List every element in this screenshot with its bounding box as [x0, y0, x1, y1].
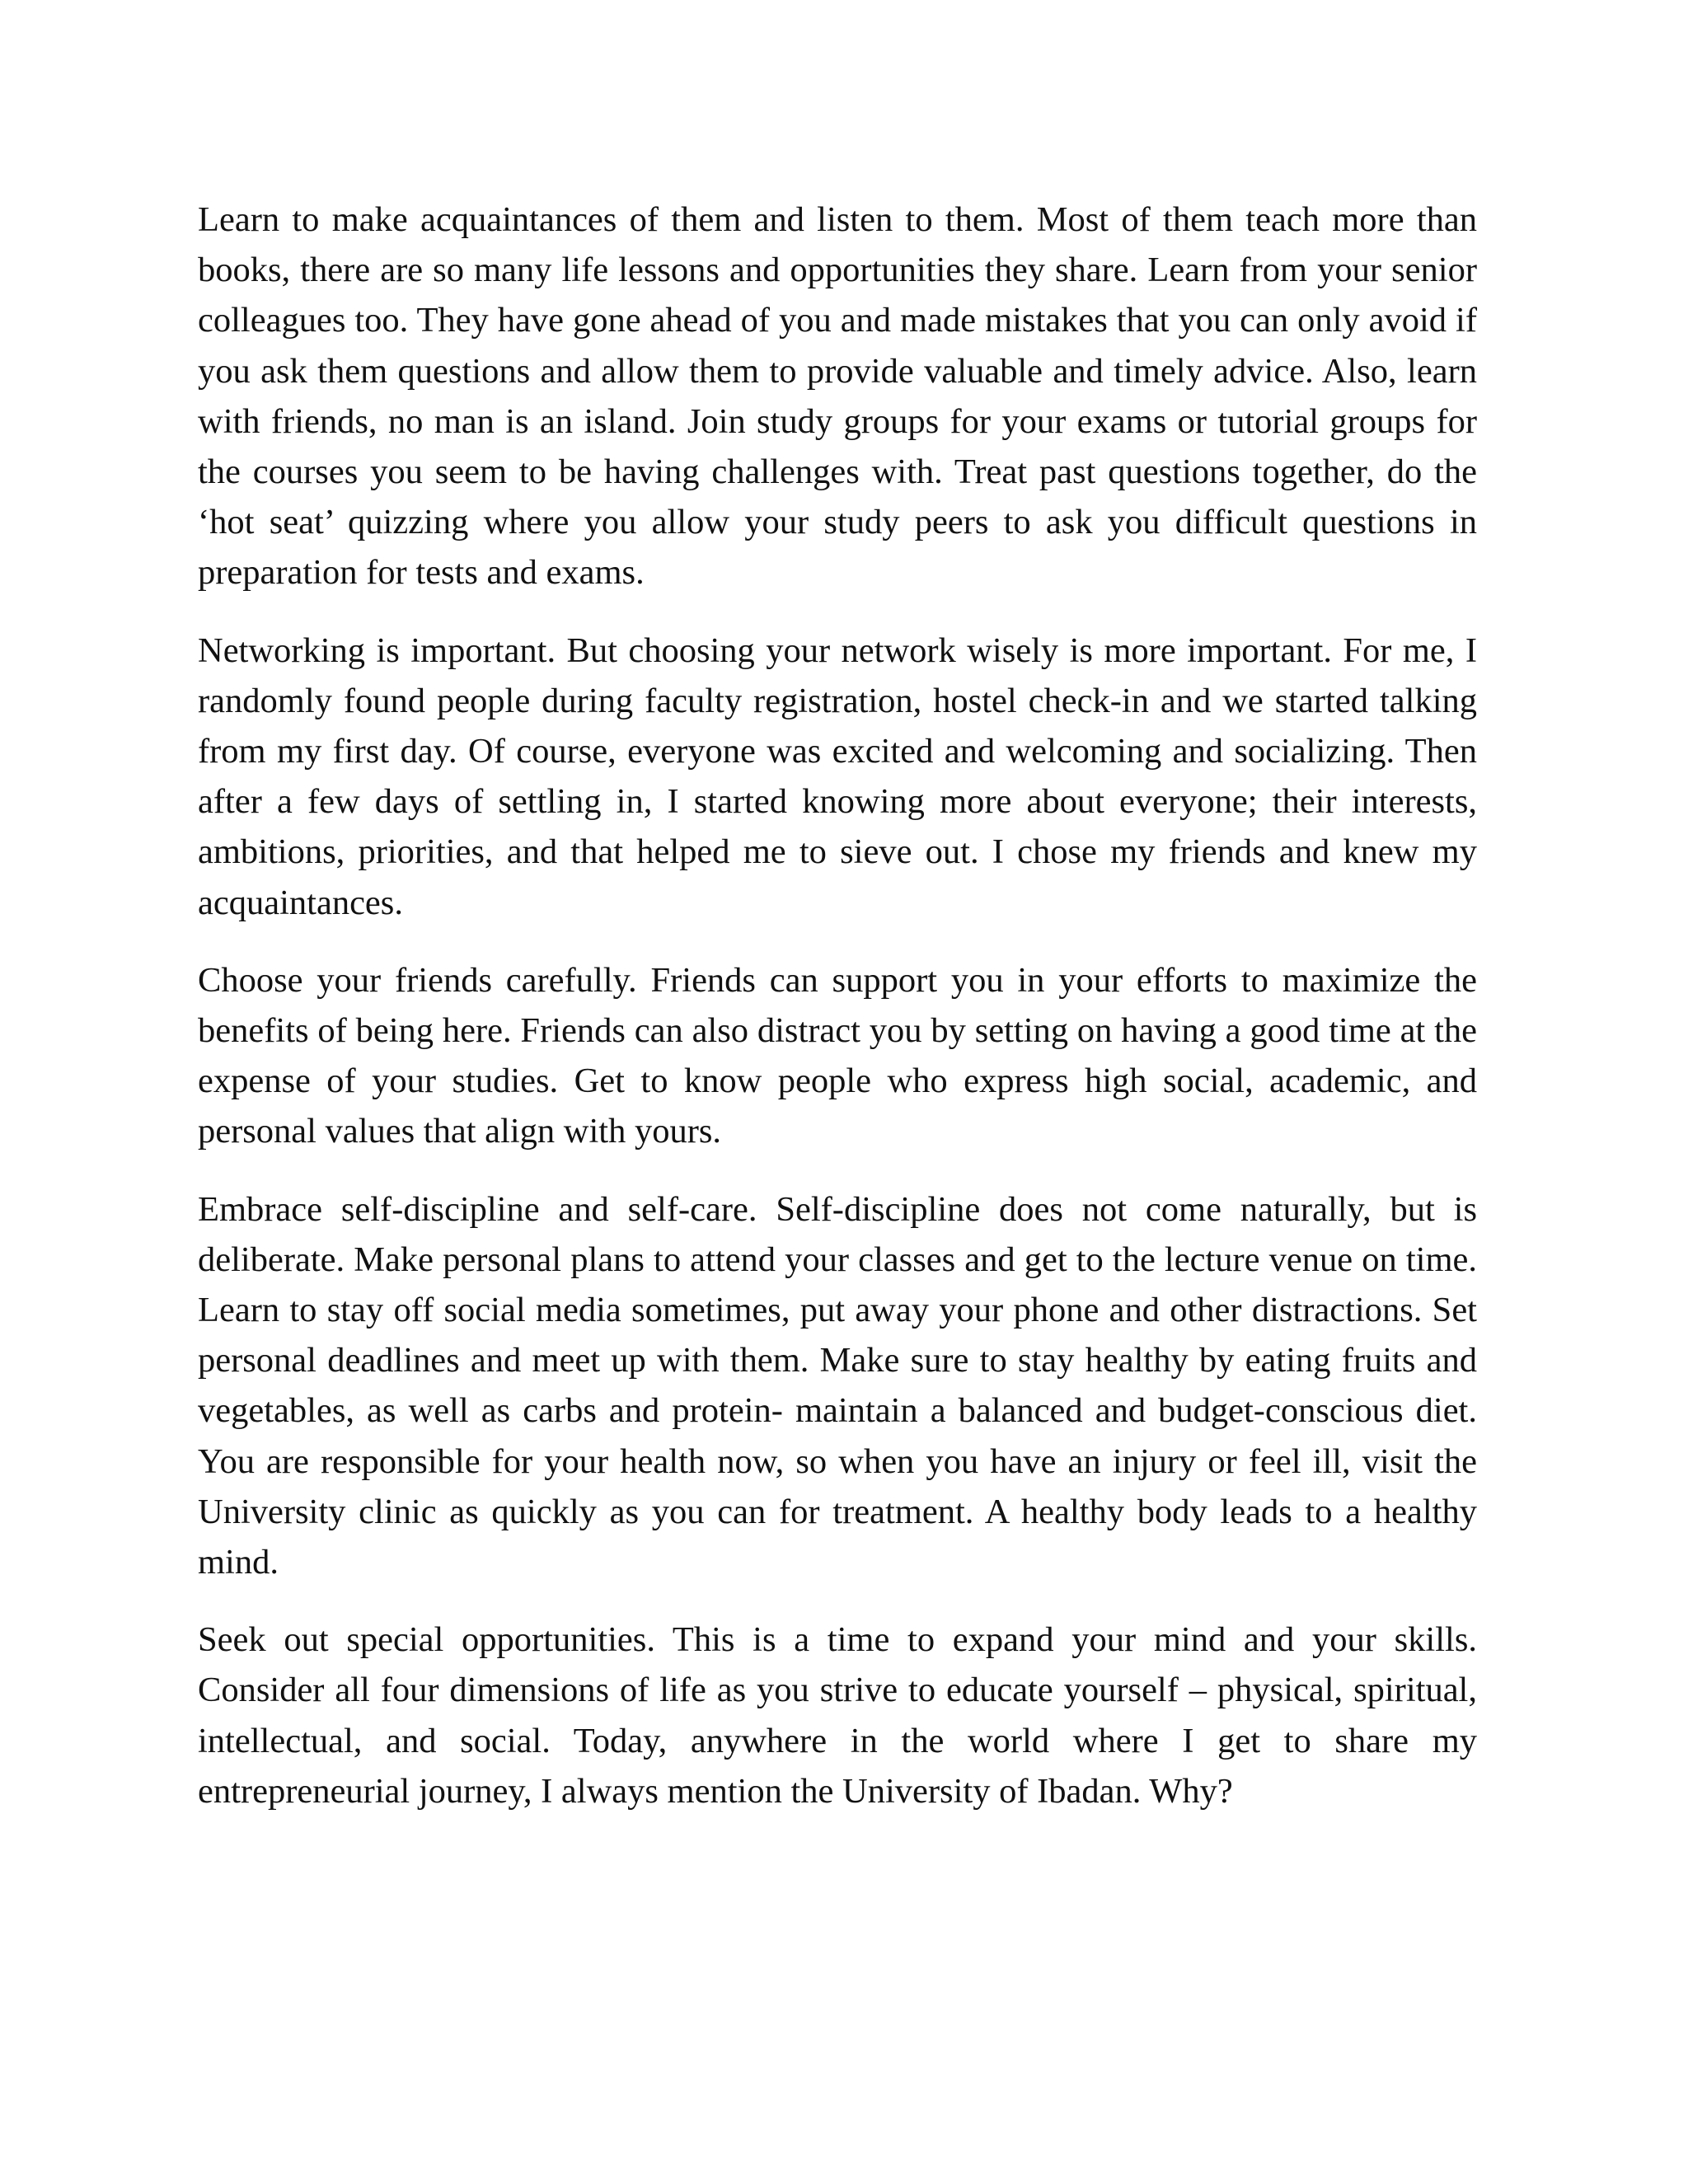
paragraph-opportunities: Seek out special opportunities. This is a time to expand your mind and your skills. Consider all four dimensions of life as you strive to educate yourself – physical, spiritual, intellectual, and social. Today, anywhere in the world where I get to share my entrepreneurial journey, I always mention the University of Ibadan. Why?	[198, 1620, 1477, 1811]
paragraph-networking: Networking is important. But choosing your network wisely is more important. For me, I randomly found people during faculty registration, hostel check-in and we started talking from my first day. Of course, everyone was excited and welcoming and socializing. Then after a few days of settling in, I started knowing more about everyone; their interests, ambitions, priorities, and that helped me to sieve out. I chose my friends and knew my acquaintances.	[198, 630, 1477, 922]
paragraph-friends: Choose your friends carefully. Friends can support you in your efforts to maximize the benefits of being here. Friends can also distract you by setting on having a good time at the expense of your studies. Get to know people who express high social, academic, and personal values that align with yours.	[198, 960, 1477, 1151]
paragraph-self-discipline: Embrace self-discipline and self-care. Self-discipline does not come naturally, but is deliberate. Make personal plans to attend your classes and get to the lecture venue on time. Learn to stay off social media sometimes, put away your phone and other distractions. Set personal deadlines and meet up with them. Make sure to stay healthy by eating fruits and vegetables, as well as carbs and protein- maintain a balanced and budget-conscious diet. You are responsible for your health now, so when you have an injury or feel ill, visit the University clinic as quickly as you can for treatment. A healthy body leads to a healthy mind.	[198, 1189, 1477, 1582]
body-text	[198, 194, 1477, 1844]
paragraph-mentors: Learn to make acquaintances of them and listen to them. Most of them teach more than books, there are so many life lessons and opportunities they share. Learn from your senior colleagues too. They have gone ahead of you and made mistakes that you can only avoid if you ask them questions and allow them to provide valuable and timely advice. Also, learn with friends, no man is an island. Join study groups for your exams or tutorial groups for the courses you seem to be having challenges with. Treat past questions together, do the ‘hot seat’ quizzing where you allow your study peers to ask you difficult questions in preparation for tests and exams.	[198, 200, 1477, 593]
